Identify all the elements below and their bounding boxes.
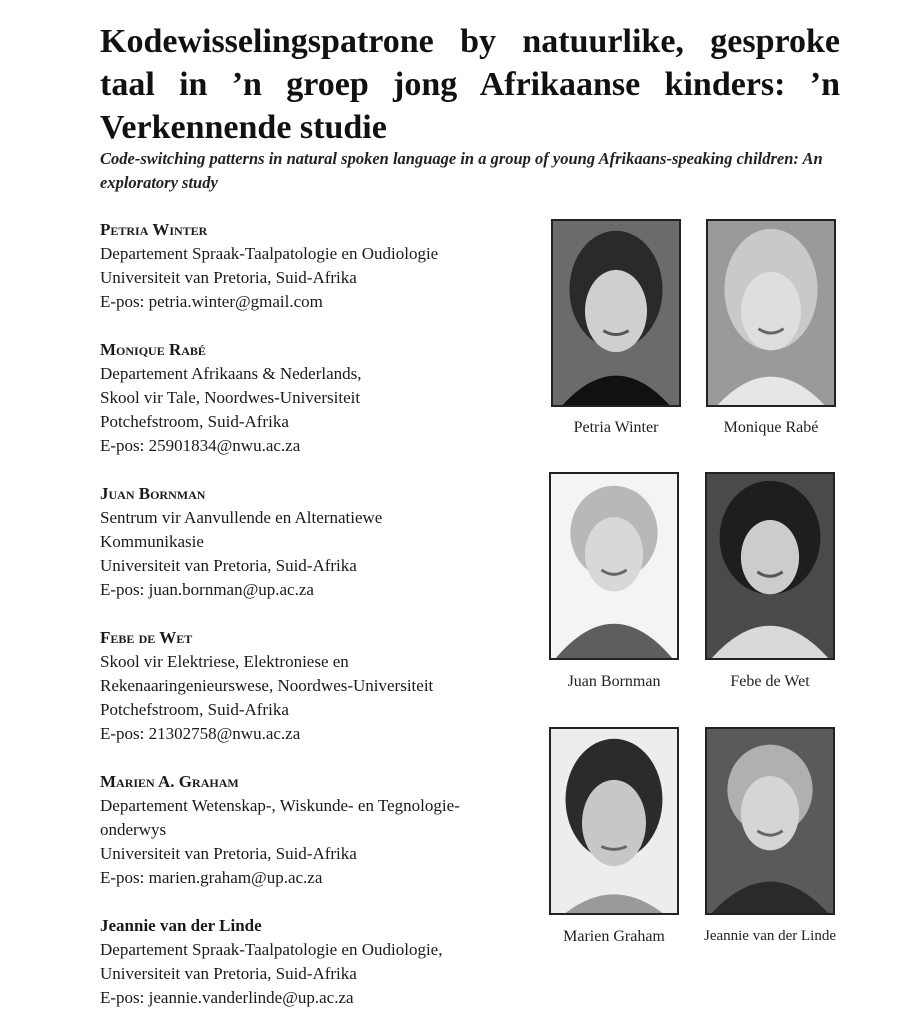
author-email: E-pos: jeannie.vanderlinde@up.ac.za bbox=[100, 988, 354, 1007]
author-affiliation: Kommunikasie bbox=[100, 532, 204, 551]
author-affiliation: Potchefstroom, Suid-Afrika bbox=[100, 412, 289, 431]
portrait-image bbox=[553, 221, 679, 405]
author-email: E-pos: petria.winter@gmail.com bbox=[100, 292, 323, 311]
author-photo-winter bbox=[551, 219, 681, 407]
photo-caption: Monique Rabé bbox=[723, 419, 819, 436]
author-name: Febe de Wet bbox=[100, 628, 193, 647]
author-affiliation: Rekenaaringenieurswese, Noordwes-Universiteit bbox=[100, 676, 434, 695]
author-photo-bornman bbox=[549, 472, 679, 660]
author-affiliation: Universiteit van Pretoria, Suid-Afrika bbox=[100, 964, 357, 983]
author-block-rabe bbox=[100, 338, 540, 458]
author-photo-rabe bbox=[706, 219, 836, 407]
author-affiliation: Sentrum vir Aanvullende en Alternatiewe bbox=[100, 508, 383, 527]
author-photo-van-der-linde bbox=[705, 727, 835, 915]
photo-caption: Febe de Wet bbox=[730, 673, 810, 690]
author-name: Jeannie van der Linde bbox=[100, 916, 262, 935]
photo-caption: Jeannie van der Linde bbox=[703, 928, 837, 944]
portrait-image bbox=[707, 474, 833, 658]
author-name: Petria Winter bbox=[100, 220, 208, 239]
author-name: Juan Bornman bbox=[100, 484, 206, 503]
author-photo-graham bbox=[549, 727, 679, 915]
author-affiliation: Departement Wetenskap-, Wiskunde- en Tegnologie- bbox=[100, 796, 460, 815]
portrait-image bbox=[551, 729, 677, 913]
author-block-winter bbox=[100, 218, 540, 314]
author-affiliation: onderwys bbox=[100, 820, 167, 839]
author-affiliation: Departement Afrikaans & Nederlands, bbox=[100, 364, 362, 383]
author-affiliation: Potchefstroom, Suid-Afrika bbox=[100, 700, 289, 719]
article-title: Kodewisselingspatrone by natuurlike, gesproke taal in ’n groep jong Afrikaanse kinders: ’n Verkennende studie bbox=[100, 23, 840, 146]
author-affiliation: Departement Spraak-Taalpatologie en Oudiologie, bbox=[100, 940, 443, 959]
author-email: E-pos: 21302758@nwu.ac.za bbox=[100, 724, 301, 743]
author-affiliation: Universiteit van Pretoria, Suid-Afrika bbox=[100, 268, 357, 287]
author-name: Marien A. Graham bbox=[100, 772, 239, 791]
author-email: E-pos: juan.bornman@up.ac.za bbox=[100, 580, 314, 599]
portrait-image bbox=[551, 474, 677, 658]
author-affiliation: Skool vir Tale, Noordwes-Universiteit bbox=[100, 388, 361, 407]
article-subtitle: Code-switching patterns in natural spoken language in a group of young Afrikaans-speaking children: An exploratory study bbox=[100, 149, 823, 192]
photo-caption: Marien Graham bbox=[563, 928, 665, 945]
author-block-bornman bbox=[100, 482, 540, 602]
author-email: E-pos: 25901834@nwu.ac.za bbox=[100, 436, 301, 455]
author-affiliation: Skool vir Elektriese, Elektroniese en bbox=[100, 652, 349, 671]
author-block-van-der-linde bbox=[100, 914, 540, 1010]
author-block-graham bbox=[100, 770, 540, 890]
portrait-image bbox=[707, 729, 833, 913]
portrait-image bbox=[708, 221, 834, 405]
author-photo-de-wet bbox=[705, 472, 835, 660]
author-affiliation: Universiteit van Pretoria, Suid-Afrika bbox=[100, 556, 357, 575]
photo-caption: Juan Bornman bbox=[567, 673, 661, 690]
author-affiliation: Departement Spraak-Taalpatologie en Oudiologie bbox=[100, 244, 439, 263]
author-affiliation: Universiteit van Pretoria, Suid-Afrika bbox=[100, 844, 357, 863]
author-email: E-pos: marien.graham@up.ac.za bbox=[100, 868, 323, 887]
photo-caption: Petria Winter bbox=[573, 419, 659, 436]
author-block-de-wet bbox=[100, 626, 540, 746]
author-name: Monique Rabé bbox=[100, 340, 206, 359]
